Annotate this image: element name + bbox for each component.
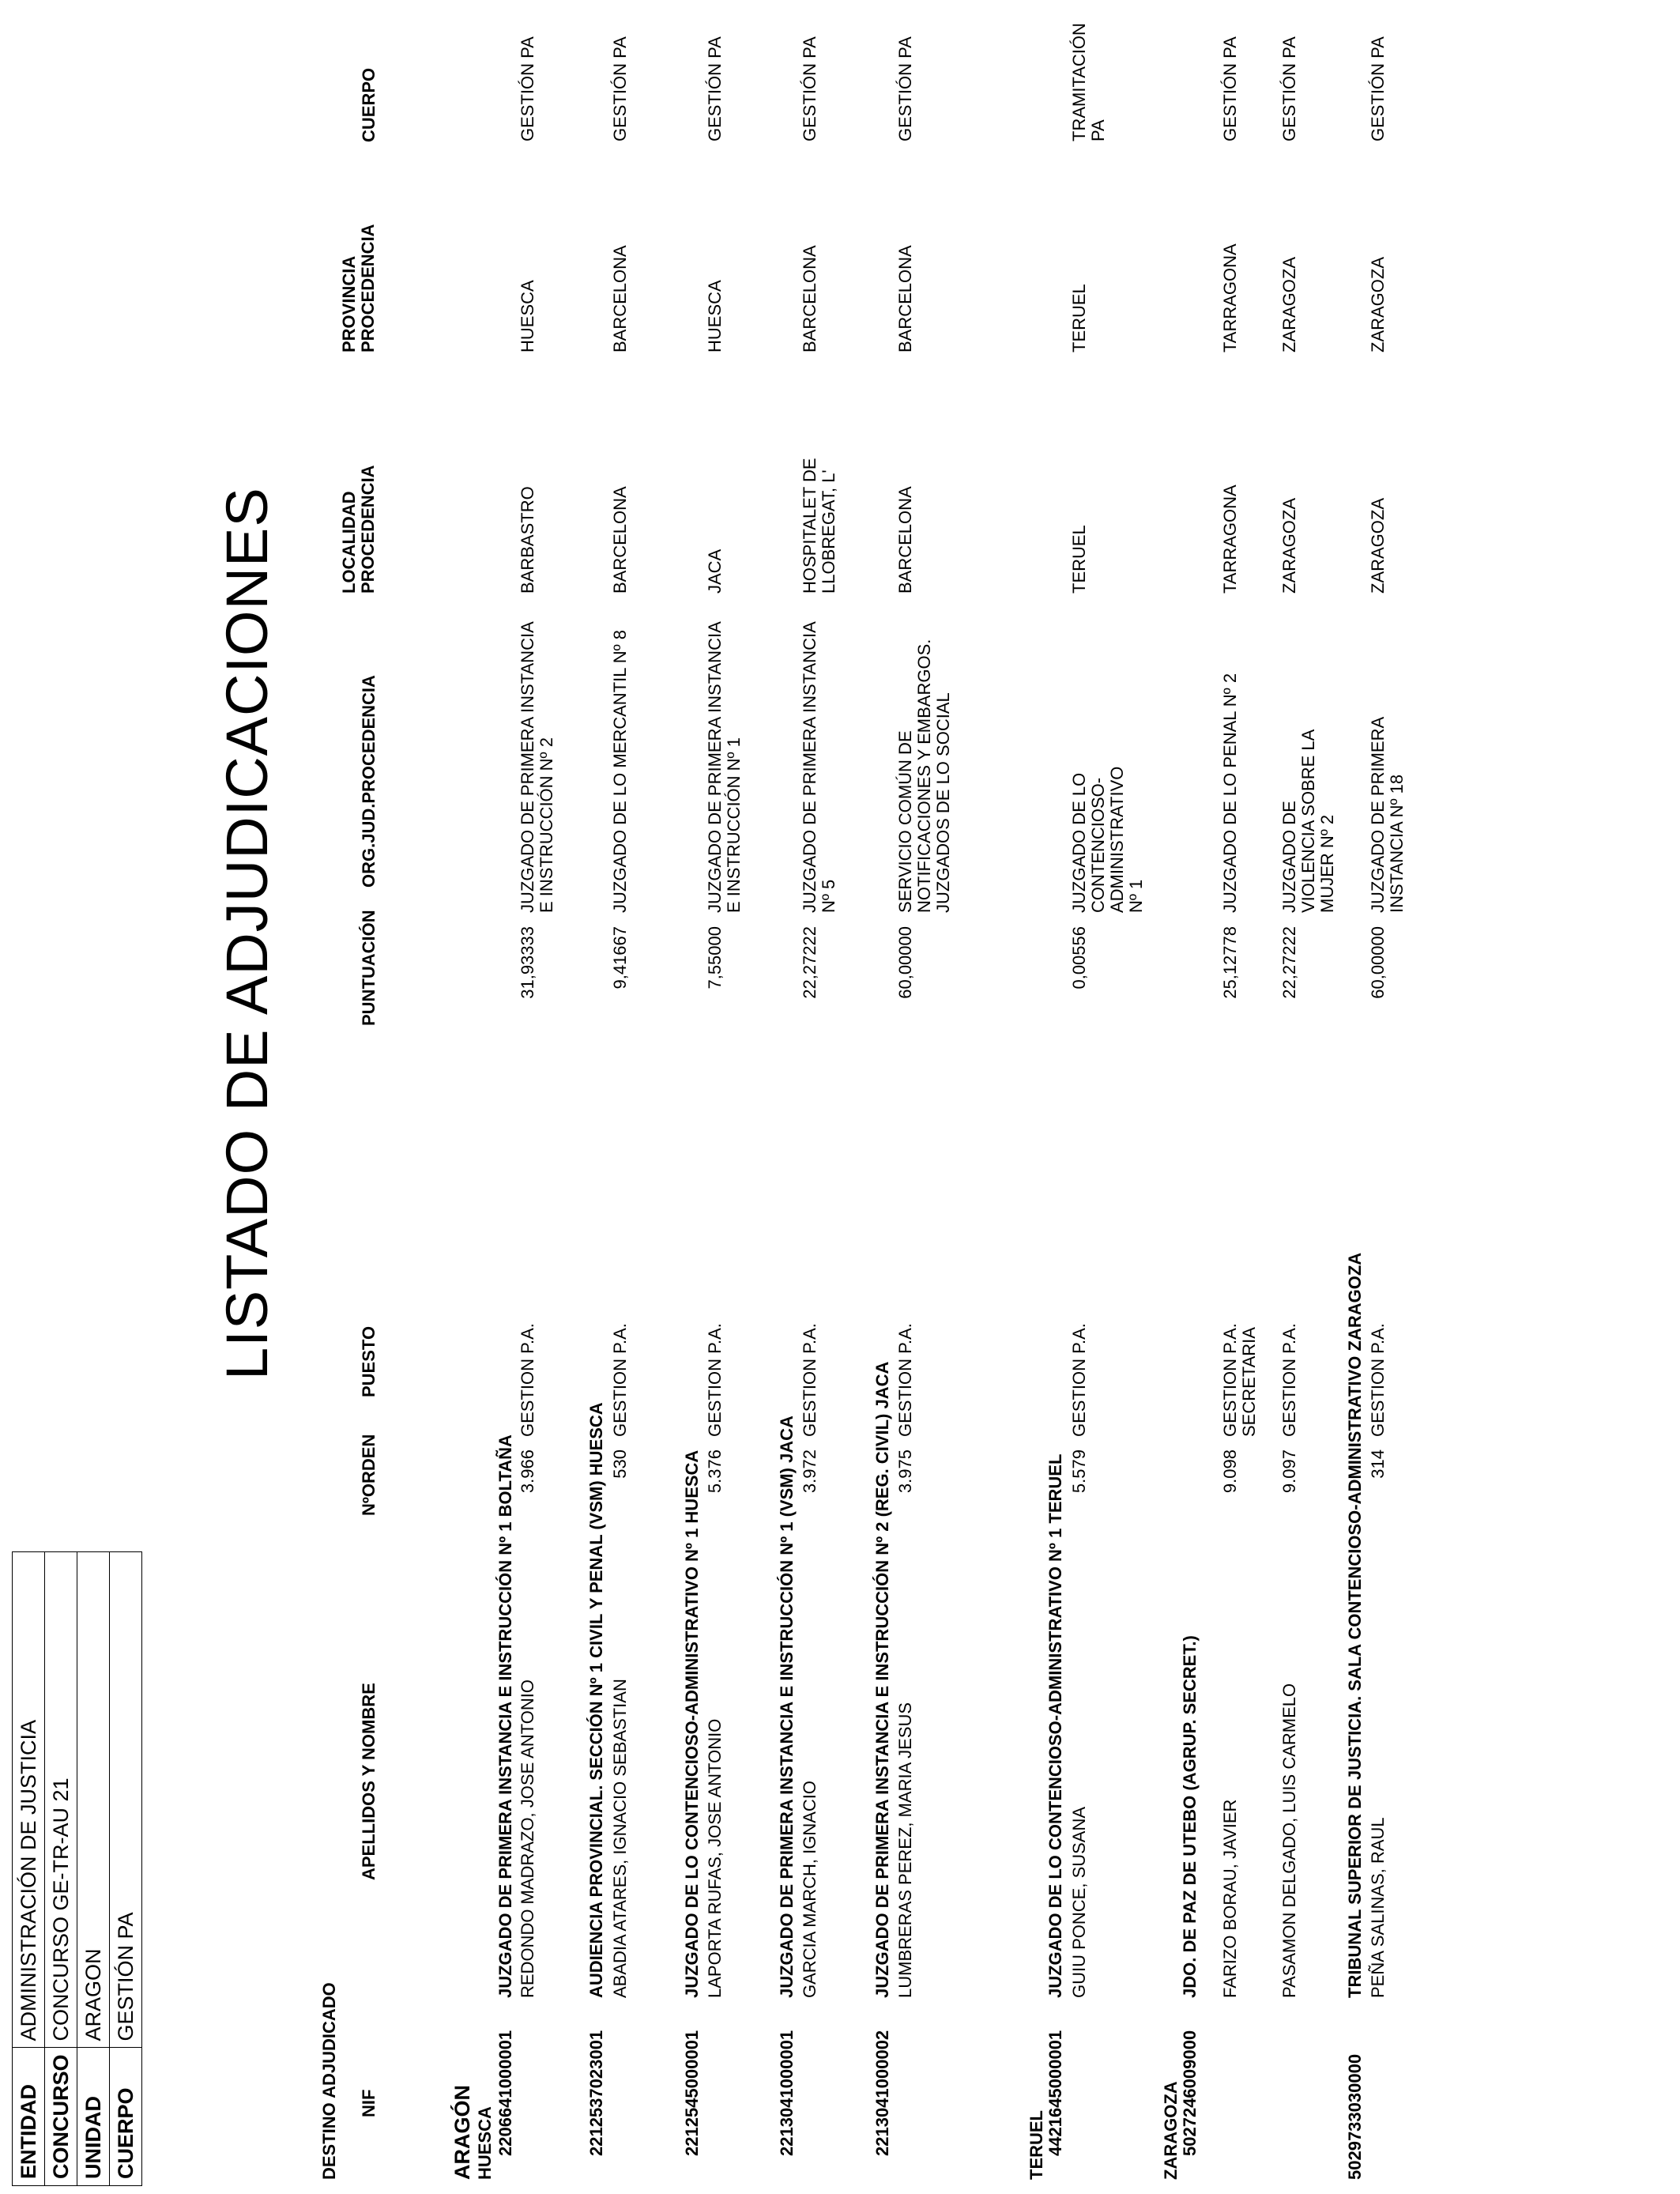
record-cuerpo: GESTIÓN PA [1368,36,1388,141]
record-cuerpo: GESTIÓN PA [705,36,725,141]
record-provincia: HUESCA [705,280,725,352]
record-order: 9.098 [1220,1449,1240,1494]
record-name: PASAMON DELGADO, LUIS CARMELO [1279,1683,1299,1998]
record-org: JUZGADO DE VIOLENCIA SOBRE LA MUJER Nº 2 [1279,729,1337,913]
record-puntuacion: 60,00000 [895,926,915,999]
column-header-destino: DESTINO ADJUDICADO [319,1982,339,2180]
record-provincia: BARCELONA [895,245,915,352]
record-puntuacion: 22,27222 [800,926,819,999]
record-localidad: TERUEL [1069,525,1089,594]
record-name: PEÑA SALINAS, RAUL [1368,1817,1388,1998]
record-order: 3.975 [895,1449,915,1494]
header-key: UNIDAD [77,2048,110,2186]
record-cuerpo: GESTIÓN PA [610,36,630,141]
header-key: CONCURSO [45,2048,77,2186]
header-value: CONCURSO GE-TR-AU 21 [45,1552,77,2048]
header-value: GESTIÓN PA [110,1552,142,2048]
destination-name: JDO. DE PAZ DE UTEBO (AGRUP. SECRET.) [1180,1635,1200,1998]
header-row [110,1552,142,2186]
column-header-localidad: LOCALIDAD PROCEDENCIA [339,465,378,594]
destination-name: AUDIENCIA PROVINCIAL. SECCIÓN Nº 1 CIVIL Y PENAL (VSM) HUESCA [586,1402,606,1998]
record-provincia: TARRAGONA [1220,243,1240,352]
record-name: GUIU PONCE, SUSANA [1069,1806,1089,1998]
destination-name: JUZGADO DE PRIMERA INSTANCIA E INSTRUCCIÓN Nº 1 BOLTAÑA [495,1434,515,1998]
record-provincia: ZARAGOZA [1279,256,1299,352]
destination-code: 2212545000001 [682,2030,702,2156]
record-puntuacion: 25,12778 [1220,926,1240,999]
record-puntuacion: 31,93333 [518,926,537,999]
record-provincia: TERUEL [1069,284,1089,352]
record-provincia: HUESCA [518,280,537,352]
record-puesto: GESTION P.A. [610,1323,630,1437]
record-order: 5.579 [1069,1449,1089,1494]
header-row [13,1552,45,2186]
record-org: JUZGADO DE PRIMERA INSTANCIA E INSTRUCCIÓN Nº 2 [518,622,556,913]
record-localidad: JACA [705,548,725,594]
record-cuerpo: GESTIÓN PA [895,36,915,141]
destination-name: JUZGADO DE PRIMERA INSTANCIA E INSTRUCCIÓN Nº 2 (REG. CIVIL) JACA [872,1361,892,1998]
header-key: CUERPO [110,2048,142,2186]
record-puesto: GESTION P.A. [800,1323,819,1437]
header-row [45,1552,77,2186]
column-header-cuerpo: CUERPO [359,67,379,142]
record-org: JUZGADO DE LO PENAL Nº 2 [1220,673,1240,913]
record-order: 530 [610,1449,630,1479]
record-cuerpo: GESTIÓN PA [800,36,819,141]
record-localidad: BARBASTRO [518,486,537,594]
header-value: ARAGON [77,1552,110,2048]
record-name: GARCIA MARCH, IGNACIO [800,1780,819,1998]
record-localidad: ZARAGOZA [1368,497,1388,594]
province-heading: HUESCA [475,2106,495,2180]
column-header-nif: NIF [359,2089,379,2117]
record-name: REDONDO MADRAZO, JOSE ANTONIO [518,1679,537,1998]
record-puntuacion: 7,55000 [705,926,725,990]
record-name: ABADIA ATARES, IGNACIO SEBASTIAN [610,1679,630,1998]
record-org: JUZGADO DE LO MERCANTIL Nº 8 [610,629,630,913]
record-order: 9.097 [1279,1449,1299,1494]
destination-code: 2206641000001 [495,2030,515,2156]
record-provincia: BARCELONA [610,245,630,352]
destination-code: 4421645000001 [1045,2030,1065,2156]
record-puesto: GESTION P.A. [1069,1323,1089,1437]
column-header-provincia: PROVINCIA PROCEDENCIA [339,224,378,352]
record-puntuacion: 22,27222 [1279,926,1299,999]
header-row [77,1552,110,2186]
record-localidad: BARCELONA [610,486,630,594]
destination-code: 5029733030000 [1345,2053,1365,2180]
destination-code: 2213041000002 [872,2030,892,2156]
record-name: FARIZO BORAU, JAVIER [1220,1799,1240,1998]
destination-name: TRIBUNAL SUPERIOR DE JUSTICIA. SALA CONTENCIOSO-ADMINISTRATIVO ZARAGOZA [1345,1252,1365,1998]
record-puntuacion: 0,00556 [1069,926,1089,990]
record-puesto: GESTION P.A. [895,1323,915,1437]
record-puesto: GESTION P.A. [1279,1323,1299,1437]
record-cuerpo: GESTIÓN PA [1279,36,1299,141]
column-header-org: ORG.JUD.PROCEDENCIA [359,675,379,888]
record-order: 3.972 [800,1449,819,1494]
header-value: ADMINISTRACIÓN DE JUSTICIA [13,1552,45,2048]
column-header-puesto: PUESTO [359,1325,379,1397]
record-provincia: ZARAGOZA [1368,256,1388,352]
destination-name: JUZGADO DE LO CONTENCIOSO-ADMINISTRATIVO Nº 1 HUESCA [682,1449,702,1998]
record-puesto: GESTION P.A. [518,1323,537,1437]
province-heading: TERUEL [1026,2110,1046,2180]
record-localidad: HOSPITALET DE LLOBREGAT, L' [800,458,838,594]
record-puntuacion: 9,41667 [610,926,630,990]
column-header-puntuacion: PUNTUACIÓN [359,910,379,1026]
column-header-apellidos: APELLIDOS Y NOMBRE [359,1683,379,1880]
header-table [12,1551,142,2186]
record-cuerpo: TRAMITACIÓN PA [1069,23,1108,141]
record-name: LAPORTA RUFAS, JOSE ANTONIO [705,1718,725,1998]
header-key: ENTIDAD [13,2048,45,2186]
record-puesto: GESTION P.A. [1368,1323,1388,1437]
page-title: LISTADO DE ADJUDICACIONES [214,487,280,1380]
record-puesto: GESTION P.A. SECRETARIA [1220,1323,1259,1437]
record-order: 5.376 [705,1449,725,1494]
record-localidad: TARRAGONA [1220,484,1240,594]
record-localidad: ZARAGOZA [1279,497,1299,594]
column-header-norden: NºORDEN [359,1434,379,1516]
record-org: SERVICIO COMÚN DE NOTIFICACIONES Y EMBARGOS. JUZGADOS DE LO SOCIAL [895,639,953,913]
record-org: JUZGADO DE PRIMERA INSTANCIA E INSTRUCCIÓN Nº 1 [705,622,744,913]
destination-name: JUZGADO DE LO CONTENCIOSO-ADMINISTRATIVO Nº 1 TERUEL [1045,1453,1065,1998]
province-heading: ZARAGOZA [1161,2081,1181,2180]
record-name: LUMBRERAS PEREZ, MARIA JESUS [895,1702,915,1998]
record-cuerpo: GESTIÓN PA [518,36,537,141]
destination-name: JUZGADO DE PRIMERA INSTANCIA E INSTRUCCIÓN Nº 1 (VSM) JACA [777,1416,797,1998]
record-provincia: BARCELONA [800,245,819,352]
destination-code: 5027246009000 [1180,2030,1200,2156]
record-order: 314 [1368,1449,1388,1479]
region-heading: ARAGÓN [450,2085,474,2180]
record-puesto: GESTION P.A. [705,1323,725,1437]
destination-code: 2212537023001 [586,2030,606,2156]
record-org: JUZGADO DE PRIMERA INSTANCIA Nº 5 [800,622,838,913]
destination-code: 2213041000001 [777,2030,797,2156]
record-localidad: BARCELONA [895,486,915,594]
record-cuerpo: GESTIÓN PA [1220,36,1240,141]
record-order: 3.966 [518,1449,537,1494]
record-org: JUZGADO DE PRIMERA INSTANCIA Nº 18 [1368,718,1407,913]
record-org: JUZGADO DE LO CONTENCIOSO-ADMINISTRATIVO Nº 1 [1069,766,1146,913]
record-puntuacion: 60,00000 [1368,926,1388,999]
